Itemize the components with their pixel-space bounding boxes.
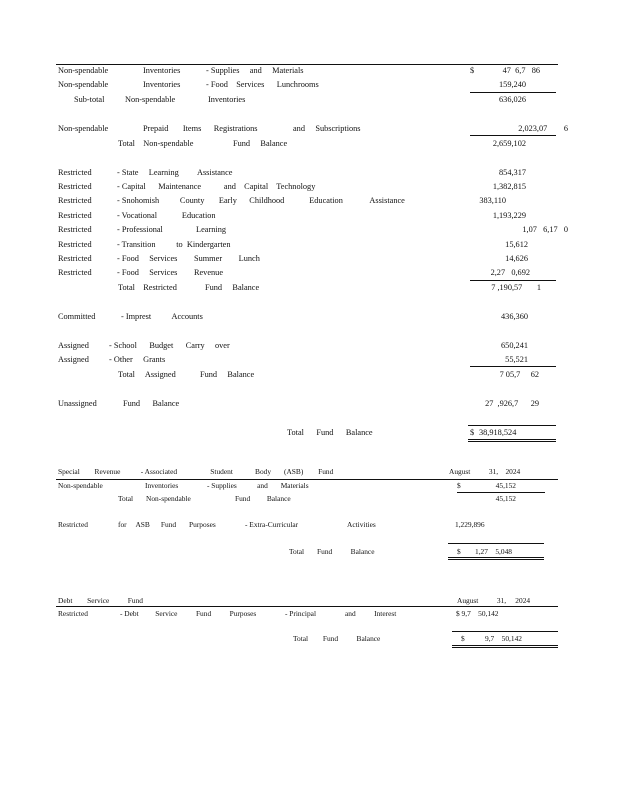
subtotal-rule	[470, 92, 556, 93]
currency-symbol: $	[461, 634, 465, 643]
type-label: Inventories	[143, 66, 181, 75]
amount: 1,07 6,17 0	[522, 225, 568, 234]
total-rule	[452, 631, 558, 632]
amount: 47 6,7 86	[502, 66, 540, 75]
category-label: Restricted	[58, 211, 92, 220]
section-title: Special Revenue - Associated Student Body (ASB) Fund	[58, 467, 334, 476]
category-label: Assigned	[58, 341, 89, 350]
amount: 15,612	[505, 240, 528, 249]
description: - Transition to Kindergarten	[117, 240, 231, 249]
category-label: Non-spendable	[125, 95, 176, 104]
amount: 2,27 0,692	[490, 268, 530, 277]
amount: 650,241	[501, 341, 528, 350]
type-label: Inventories	[208, 95, 246, 104]
amount: 1,193,229	[492, 211, 526, 220]
description: - State Learning Assistance	[117, 168, 233, 177]
amount: 55,521	[505, 355, 528, 364]
category-label: Restricted	[58, 168, 92, 177]
description: - Food Services Summer Lunch	[117, 254, 260, 263]
description: for ASB Fund Purposes	[118, 520, 216, 529]
section-rule	[56, 479, 558, 480]
description: - Debt Service Fund Purposes	[120, 609, 257, 618]
type-label: Inventories	[145, 481, 179, 490]
double-rule	[452, 647, 558, 648]
total-label-suffix: Fund Balance	[235, 494, 291, 503]
category-label: Non-spendable	[58, 80, 109, 89]
amount: 45,152	[495, 481, 516, 490]
description: - Vocational Education	[117, 211, 216, 220]
subtotal-rule	[457, 492, 545, 493]
total-rule	[448, 543, 544, 544]
description: Fund Balance	[123, 399, 180, 408]
amount: 2,659,102	[492, 139, 526, 148]
double-rule	[452, 645, 558, 646]
total-label-suffix: Fund Balance	[233, 139, 288, 148]
total-label: Total Non-spendable	[118, 139, 194, 148]
category-label: Non-spendable	[58, 481, 103, 490]
description-continued: Activities	[347, 520, 376, 529]
double-rule	[468, 441, 556, 442]
total-label-suffix: Fund Balance	[205, 283, 260, 292]
category-label: Restricted	[58, 609, 88, 618]
category-label: Restricted	[58, 240, 92, 249]
description: - Food Services Revenue	[117, 268, 223, 277]
amount: 1,382,815	[492, 182, 526, 191]
description-continued: - Extra-Curricular	[245, 520, 299, 529]
amount: 14,626	[505, 254, 528, 263]
double-rule	[448, 557, 544, 558]
top-rule	[56, 64, 558, 65]
description: - Food Services Lunchrooms	[206, 80, 319, 89]
subtotal-rule	[470, 135, 556, 136]
description: - Snohomish County Early Childhood Education Assistance	[117, 196, 405, 205]
description-continued: and Subscriptions	[293, 124, 361, 133]
description: - Supplies and Materials	[207, 481, 309, 490]
category-label: Restricted	[58, 268, 92, 277]
amount: 159,240	[499, 80, 526, 89]
amount: 27 ,926,7 29	[485, 399, 539, 408]
double-rule	[448, 559, 544, 560]
description: - Other Grants	[109, 355, 166, 364]
description-continued: and Interest	[345, 609, 397, 618]
amount: 9,7 50,142	[485, 634, 522, 643]
category-label: Restricted	[58, 225, 92, 234]
description: - Capital Maintenance and Capital Technology	[117, 182, 316, 191]
currency-symbol: $	[457, 547, 461, 556]
category-label: Non-spendable	[58, 124, 109, 133]
amount: 1,229,896	[455, 520, 485, 529]
category-label: Restricted	[58, 182, 92, 191]
currency-symbol: $	[470, 428, 475, 437]
currency-symbol: $	[470, 66, 475, 75]
category-label: Assigned	[58, 355, 89, 364]
total-rule	[468, 425, 556, 426]
amount: 383,110	[479, 196, 506, 205]
description: - Professional Learning	[117, 225, 226, 234]
description: - Imprest Accounts	[121, 312, 203, 321]
amount: 2,023,07 6	[518, 124, 568, 133]
total-label-suffix: Fund Balance	[200, 370, 255, 379]
amount: 1,27 5,048	[475, 547, 512, 556]
category-label: Restricted	[58, 196, 92, 205]
description: Prepaid Items Registrations	[143, 124, 258, 133]
section-rule	[56, 606, 558, 607]
subtotal-rule	[470, 280, 556, 281]
total-label: Total Fund Balance	[287, 428, 373, 437]
total-label: Total Restricted	[118, 283, 177, 292]
type-label: Inventories	[143, 80, 181, 89]
category-label: Unassigned	[58, 399, 97, 408]
currency-symbol: $	[457, 481, 461, 490]
section-title: Debt Service Fund	[58, 596, 143, 605]
amount: 7 ,190,57 1	[491, 283, 541, 292]
category-label: Non-spendable	[58, 66, 109, 75]
subtotal-rule	[470, 366, 556, 367]
total-label: Total Assigned	[118, 370, 176, 379]
description: - Supplies and Materials	[206, 66, 304, 75]
amount: 436,360	[501, 312, 528, 321]
as-of-date: August 31, 2024	[449, 467, 521, 476]
amount: 636,026	[499, 95, 526, 104]
description-continued: - Principal	[285, 609, 316, 618]
total-label: Total Fund Balance	[289, 547, 375, 556]
amount: $ 9,7 50,142	[456, 609, 499, 618]
category-label: Committed	[58, 312, 96, 321]
double-rule	[468, 439, 556, 440]
amount: 38,918,524	[479, 428, 517, 437]
as-of-date: August 31, 2024	[457, 596, 531, 605]
category-label: Restricted	[58, 254, 92, 263]
amount: 45,152	[495, 494, 516, 503]
total-label: Total Fund Balance	[293, 634, 381, 643]
subtotal-label: Sub-total	[74, 95, 105, 104]
description: - School Budget Carry over	[109, 341, 230, 350]
total-label: Total Non-spendable	[118, 494, 191, 503]
amount: 7 05,7 62	[499, 370, 539, 379]
amount: 854,317	[499, 168, 526, 177]
category-label: Restricted	[58, 520, 88, 529]
